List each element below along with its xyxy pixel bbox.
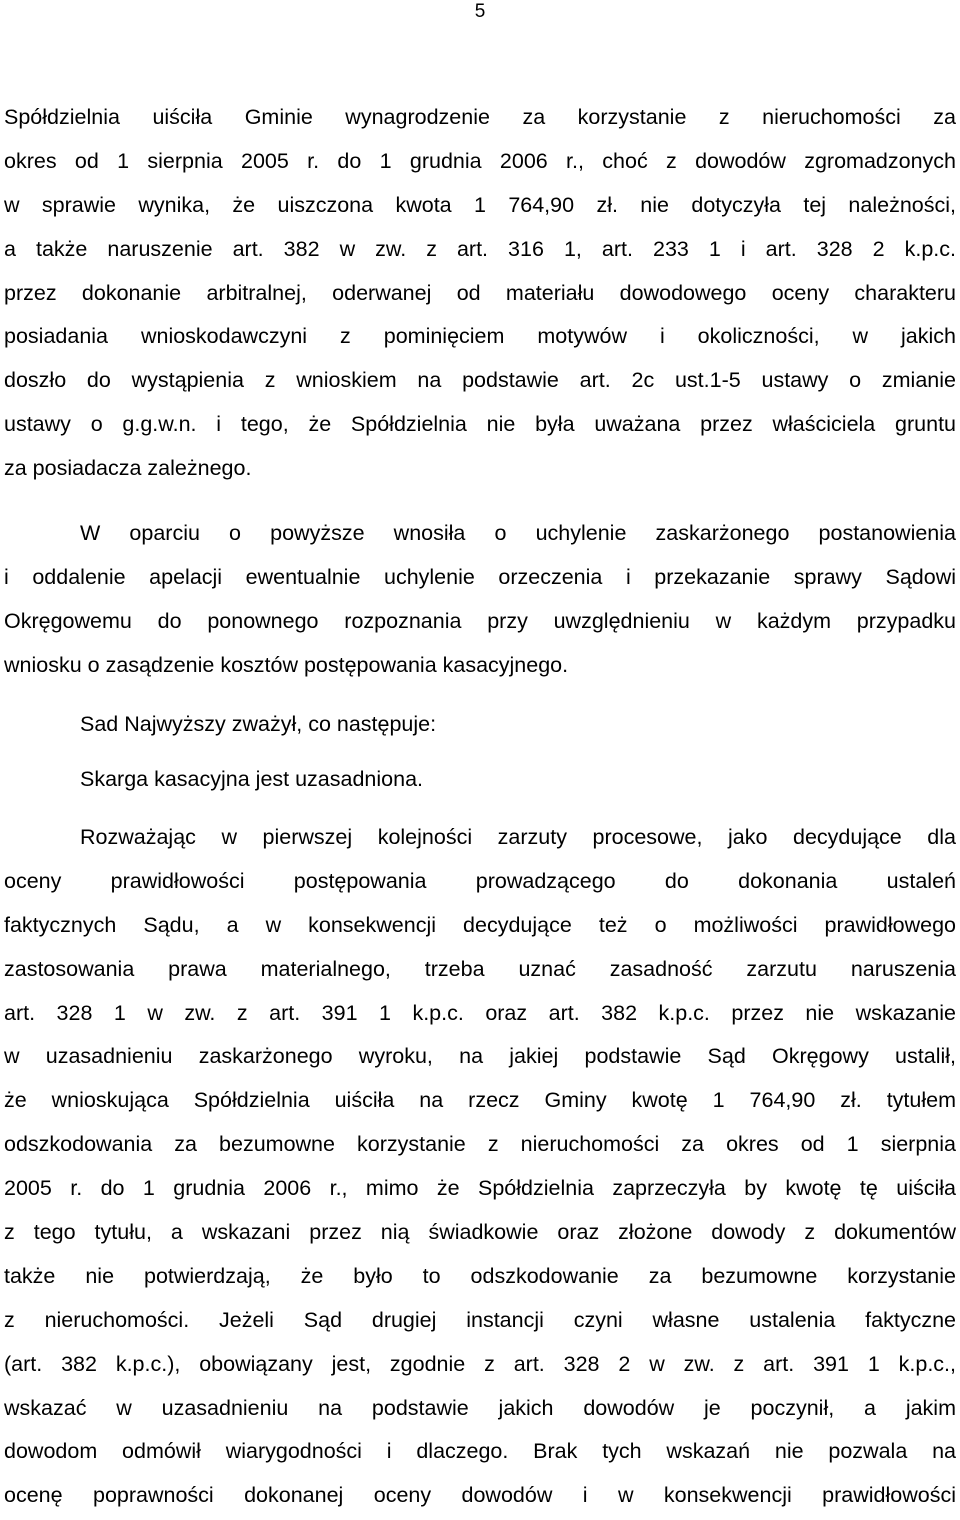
text-line: Okręgowemu do ponownego rozpoznania przy uwzględnieniu w każdym przypadku (4, 608, 956, 633)
text-line: oceny prawidłowości postępowania prowadzącego do dokonania ustaleń (4, 868, 956, 893)
paragraph-motion (4, 512, 956, 688)
text-line: doszło do wystąpienia z wnioskiem na podstawie art. 2c ust.1-5 ustawy o zmianie (4, 368, 956, 393)
paragraph-claims (4, 96, 956, 491)
text-line: za posiadacza zależnego. (4, 456, 252, 481)
text-line: okres od 1 sierpnia 2005 r. do 1 grudnia 2006 r., choć z dowodów zgromadzonych (4, 148, 956, 173)
text-line: ocenę poprawności dokonanej oceny dowodów i w konsekwencji prawidłowości (4, 1483, 956, 1508)
text-line: w uzasadnieniu zaskarżonego wyroku, na jakiej podstawie Sąd Okręgowy ustalił, (4, 1044, 956, 1069)
text-line: dowodom odmówił wiarygodności i dlaczego. Brak tych wskazań nie pozwala na (4, 1439, 956, 1464)
text-line: z tego tytułu, a wskazani przez nią świadkowie oraz złożone dowody z dokumentów (4, 1220, 956, 1245)
text-line: wskazać w uzasadnieniu na podstawie jakich dowodów je poczynił, a jakim (4, 1395, 956, 1420)
text-line: także nie potwierdzają, że było to odszkodowanie za bezumowne korzystanie (4, 1263, 956, 1288)
text-line: 2005 r. do 1 grudnia 2006 r., mimo że Spółdzielnia zaprzeczyła by kwotę tę uiściła (4, 1176, 956, 1201)
text-line: przez dokonanie arbitralnej, oderwanej od materiału dowodowego oceny charakteru (4, 280, 956, 305)
text-line: wniosku o zasądzenie kosztów postępowania kasacyjnego. (4, 652, 569, 677)
text-line: ustawy o g.g.w.n. i tego, że Spółdzielnia nie była uważana przez właściciela gruntu (4, 412, 956, 437)
verdict-statement: Skarga kasacyjna jest uzasadniona. (80, 767, 424, 791)
text-line: w sprawie wynika, że uiszczona kwota 1 764,90 zł. nie dotyczyła tej należności, (4, 192, 956, 217)
text-line: art. 328 1 w zw. z art. 391 1 k.p.c. oraz art. 382 k.p.c. przez nie wskazanie (4, 1000, 956, 1025)
text-line: Rozważając w pierwszej kolejności zarzuty procesowe, jako decydujące dla (80, 825, 956, 849)
text-line: faktycznych Sądu, a w konsekwencji decydujące też o możliwości prawidłowego (4, 912, 956, 937)
text-line: Spółdzielnia uiściła Gminie wynagrodzenie za korzystanie z nieruchomości za (4, 105, 956, 129)
page-number: 5 (474, 1, 486, 22)
text-line: (art. 382 k.p.c.), obowiązany jest, zgodnie z art. 328 2 w zw. z art. 391 1 k.p.c., (4, 1351, 956, 1376)
text-line: W oparciu o powyższe wnosiła o uchylenie zaskarżonego postanowienia (80, 521, 956, 545)
court-heading: Sad Najwyższy zważył, co następuje: (80, 712, 437, 736)
text-line: i oddalenie apelacji ewentualnie uchylenie orzeczenia i przekazanie sprawy Sądowi (4, 564, 956, 589)
text-line: zastosowania prawa materialnego, trzeba uznać zasadność zarzutu naruszenia (4, 956, 956, 981)
text-line: odszkodowania za bezumowne korzystanie z nieruchomości za okres od 1 sierpnia (4, 1132, 956, 1157)
text-line: posiadania wnioskodawczyni z pominięciem motywów i okoliczności, w jakich (4, 324, 956, 349)
text-line: a także naruszenie art. 382 w zw. z art. 316 1, art. 233 1 i art. 328 2 k.p.c. (4, 236, 956, 261)
text-line: z nieruchomości. Jeżeli Sąd drugiej instancji czyni własne ustalenia faktyczne (4, 1307, 956, 1332)
paragraph-reasoning (4, 816, 956, 1518)
text-line: że wnioskująca Spółdzielnia uiściła na rzecz Gminy kwotę 1 764,90 zł. tytułem (4, 1088, 956, 1113)
